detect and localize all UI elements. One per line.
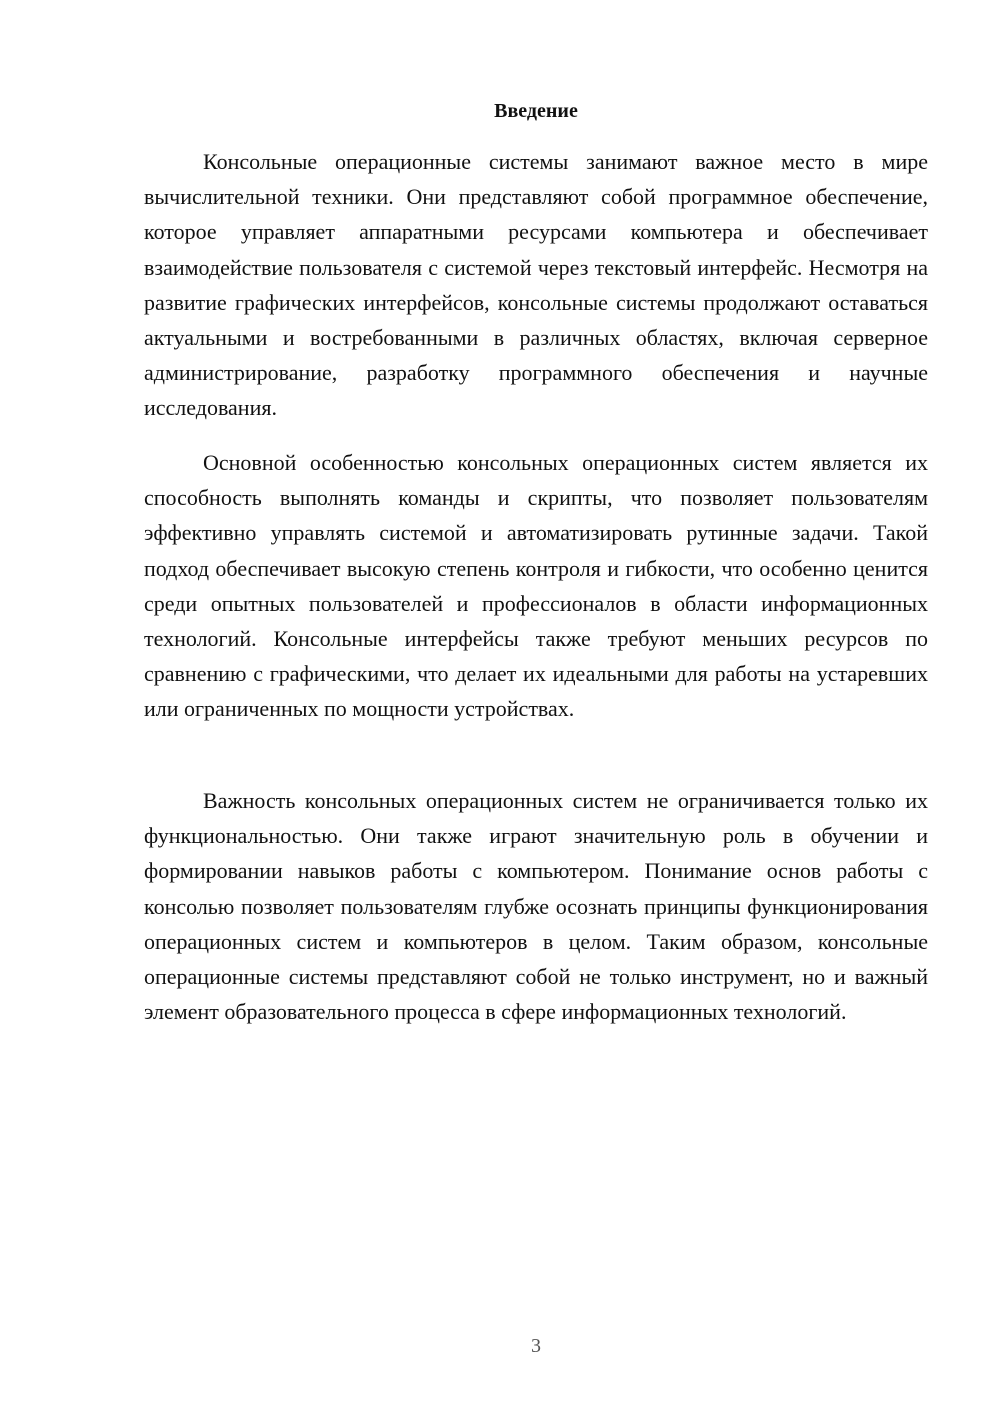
paragraph-1: Консольные операционные системы занимают важное место в мире вычислительной техники. Они представляют собой программное обеспечение, которое управляет аппаратными ресурсами компьютера и обеспечивает взаимодействие пользователя с системой через текстовый интерфейс. Несмотря на развитие графических интерфейсов, консольные системы продолжают оставаться актуальными и востребованными в различных областях, включая серверное администрирование, разработку программного обеспечения и научные исследования. (144, 149, 928, 421)
page-number: 3 (531, 1335, 541, 1357)
section-heading: Введение (494, 100, 578, 122)
paragraph-3: Важность консольных операционных систем не ограничивается только их функциональностью. Они также играют значительную роль в обучении и формировании навыков работы с компьютером. Понимание основ работы с консолью позволяет пользователям глубже осознать принципы функционирования операционных систем и компьютеров в целом. Таким образом, консольные операционные системы представляют собой не только инструмент, но и важный элемент образовательного процесса в сфере информационных технологий. (144, 788, 928, 1025)
paragraph-2: Основной особенностью консольных операционных систем является их способность выполнять команды и скрипты, что позволяет пользователям эффективно управлять системой и автоматизировать рутинные задачи. Такой подход обеспечивает высокую степень контроля и гибкости, что особенно ценится среди опытных пользователей и профессионалов в области информационных технологий. Консольные интерфейсы также требуют меньших ресурсов по сравнению с графическими, что делает их идеальными для работы на устаревших или ограниченных по мощности устройствах. (144, 450, 928, 722)
